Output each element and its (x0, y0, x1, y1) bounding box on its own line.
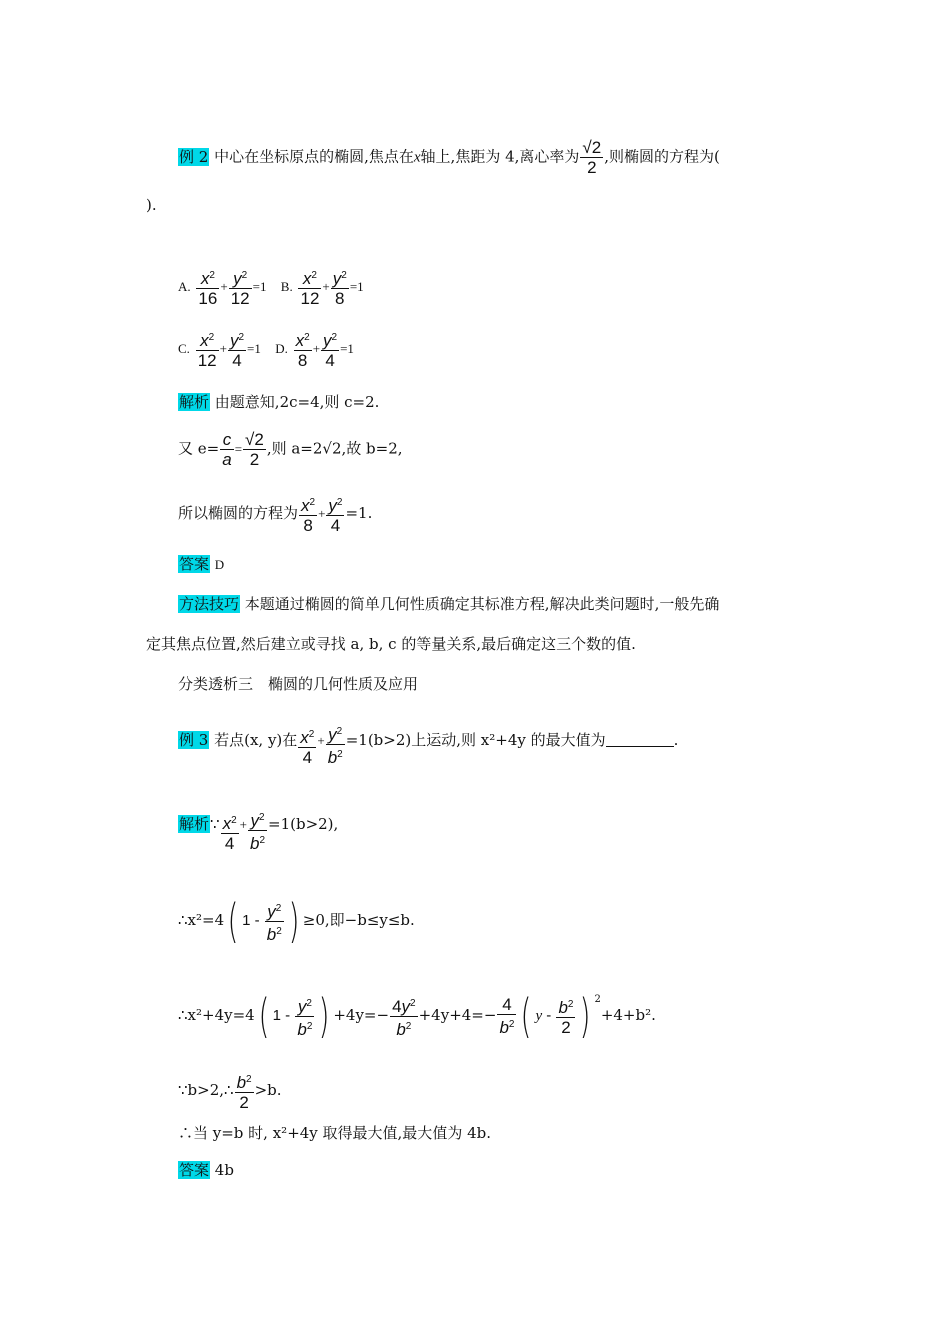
fraction: $\frac{b^2}{2}$ (556, 995, 575, 1037)
solution-tag: 解析 (179, 815, 210, 833)
frac-den: 8 (297, 351, 308, 370)
option-label: D. (275, 341, 288, 356)
fraction: $\frac{x^2}{4}$ (221, 811, 239, 853)
solution-text: ∵b>2,∴ (178, 1081, 234, 1099)
because-symbol: ∵ (210, 815, 220, 833)
fraction: $\frac{x^2}{8}$ (294, 328, 312, 370)
frac-den: 4 (232, 351, 242, 370)
var: x (295, 331, 305, 350)
option-d[interactable]: D. $\frac{x^2}{8}$ + $\frac{y^2}{4}$ =1 (275, 339, 354, 357)
answer-blank[interactable] (606, 730, 674, 747)
solution-text: +4+b². (600, 1006, 656, 1024)
option-label: C. (178, 341, 190, 356)
solution-text: ∴x²+4y=4 (178, 1006, 255, 1024)
answer-tag: 答案 (179, 555, 210, 573)
answer-value: 4b (214, 1161, 234, 1179)
frac-num: √2 (582, 138, 602, 157)
example-2-answer (178, 554, 224, 575)
stem-text: 中心在坐标原点的椭圆,焦点在 (214, 147, 414, 166)
frac-den: 2 (587, 158, 597, 177)
solution-text: 又 e= (178, 439, 220, 458)
solution-text: 由题意知,2c=4,则 c=2. (214, 393, 380, 411)
solution-text: 所以椭圆的方程为 (178, 504, 299, 522)
example-3-solution-2: ∴x²=4( 1 - $\frac{y^2}{b^2}$ ) ≥0,即−b≤y≤b. (178, 894, 415, 948)
answer-tag: 答案 (179, 1161, 210, 1179)
example-3-solution-4 (178, 1070, 282, 1112)
example-2-tag: 例 2 (179, 147, 209, 166)
options-row-2 (178, 328, 354, 370)
example-2-stem-end: ). (146, 196, 157, 214)
option-label: B. (280, 279, 293, 294)
fraction: $\frac{x^2}{8}$ (299, 493, 317, 535)
var: x (200, 331, 209, 350)
option-b[interactable]: B. $\frac{x^2}{12}$ + $\frac{y^2}{8}$ =1 (281, 277, 364, 295)
fraction: $\frac{y^2}{b^2}$ (248, 808, 267, 853)
tip-text: 本题通过椭圆的简单几何性质确定其标准方程,解决此类问题时,一般先确 (244, 595, 720, 613)
var: y (233, 269, 242, 288)
solution-text: ,则 a=2√2,故 b=2, (266, 439, 403, 458)
fraction: $\frac{y^2}{4}$ (326, 493, 344, 535)
fraction: $\frac{y^2}{4}$ (228, 328, 246, 370)
solution-text: =1(b>2), (268, 815, 339, 833)
fraction: $\frac{b^2}{2}$ (235, 1070, 254, 1112)
example-3-stem: 例 3 若点(x, y)在 $\frac{x^2}{4}$ + $\frac{y^2}{b^2}$ =1(b>2)上运动,则 x²+4y 的最大值为 . (178, 722, 678, 767)
frac-den: 8 (335, 289, 345, 308)
eccentricity-fraction (580, 138, 603, 177)
var: y (332, 269, 342, 288)
stem-text: ,则椭圆的方程为( (604, 147, 720, 166)
var: x (302, 269, 312, 288)
fraction: $\frac{4y^2}{b^2}$ (390, 994, 418, 1039)
fraction: $\frac{y^2}{b^2}$ (265, 899, 284, 944)
options-row-1 (178, 266, 364, 308)
frac-den: 16 (198, 289, 218, 308)
option-c[interactable]: C. $\frac{x^2}{12}$ + $\frac{y^2}{4}$ =1 (178, 339, 266, 357)
section-heading: 分类透析三 椭圆的几何性质及应用 (178, 675, 419, 693)
example-3-solution-1: 解析∵ $\frac{x^2}{4}$ + $\frac{y^2}{b^2}$ =1(b>2), (178, 808, 338, 853)
solution-tag: 解析 (179, 393, 210, 411)
var: y (229, 331, 239, 350)
fraction: $\frac{x^2}{12}$ (196, 328, 219, 370)
solution-text: +4y+4=− (418, 1006, 497, 1024)
fraction: $\frac{y^2}{b^2}$ (295, 994, 314, 1039)
stem-text: 轴上,焦距为 4,离心率为 (420, 147, 580, 166)
fraction: $\frac{y^2}{b^2}$ (326, 722, 345, 767)
stem-text: 若点(x, y)在 (214, 731, 298, 749)
solution-text: ≥0,即−b≤y≤b. (302, 911, 415, 929)
example-3-tag: 例 3 (179, 731, 209, 749)
fraction: $\frac{√2}{2}$ (245, 430, 264, 469)
fraction: $\frac{x^2}{4}$ (298, 725, 316, 767)
var: y (323, 331, 332, 350)
solution-text: +4y=− (333, 1006, 390, 1024)
method-tag: 方法技巧 (179, 595, 240, 613)
example-3-solution-3: ∴x²+4y=4( 1 - $\frac{y^2}{b^2}$ ) +4y=− $\frac{4y^2}{b^2}$ +4y+4=− $\frac{4}{b^2}$ ( y - $\frac{b^2}{2}$ ) $^2$+4+b². (178, 989, 656, 1043)
method-tip-2: 定其焦点位置,然后建立或寻找 a, b, c 的等量关系,最后确定这三个数的值. (146, 635, 636, 653)
method-tip-1 (178, 594, 719, 614)
solution-text: =1. (345, 504, 373, 522)
answer-value: D (214, 557, 225, 572)
fraction: $\frac{x^2}{16}$ (196, 266, 219, 308)
fraction: $\frac{c}{a}$ (222, 430, 232, 469)
example-2-solution-2: 又 e= $\frac{c}{a}$ = $\frac{√2}{2}$ ,则 a=2√2,故 b=2, (178, 430, 403, 469)
fraction: $\frac{x^2}{12}$ (298, 266, 321, 308)
example-3-answer (178, 1160, 234, 1180)
stem-text: =1(b>2)上运动,则 x²+4y 的最大值为 (345, 731, 606, 749)
frac-den: 12 (300, 289, 320, 308)
example-3-solution-5: ∴当 y=b 时, x²+4y 取得最大值,最大值为 4b. (178, 1124, 491, 1142)
example-2-solution-3: 所以椭圆的方程为 $\frac{x^2}{8}$ + $\frac{y^2}{4}$ =1. (178, 493, 372, 535)
solution-text: >b. (254, 1081, 282, 1099)
solution-text: ∴x²=4 (178, 911, 225, 929)
fraction: $\frac{y^2}{4}$ (321, 328, 339, 370)
fraction: $\frac{y^2}{12}$ (229, 266, 252, 308)
example-2-solution-1 (178, 392, 379, 412)
var: x (200, 269, 210, 288)
example-2-stem (178, 138, 720, 177)
frac-den: 12 (197, 351, 217, 370)
option-label: A. (178, 279, 191, 294)
frac-den: 4 (325, 351, 335, 370)
option-a[interactable]: A. $\frac{x^2}{16}$ + $\frac{y^2}{12}$ =1 (178, 277, 271, 295)
fraction: $\frac{y^2}{8}$ (331, 266, 349, 308)
stem-text: . (673, 731, 679, 749)
stem-var: x (413, 149, 421, 166)
fraction: $\frac{4}{b^2}$ (499, 995, 515, 1037)
frac-den: 12 (230, 289, 250, 308)
